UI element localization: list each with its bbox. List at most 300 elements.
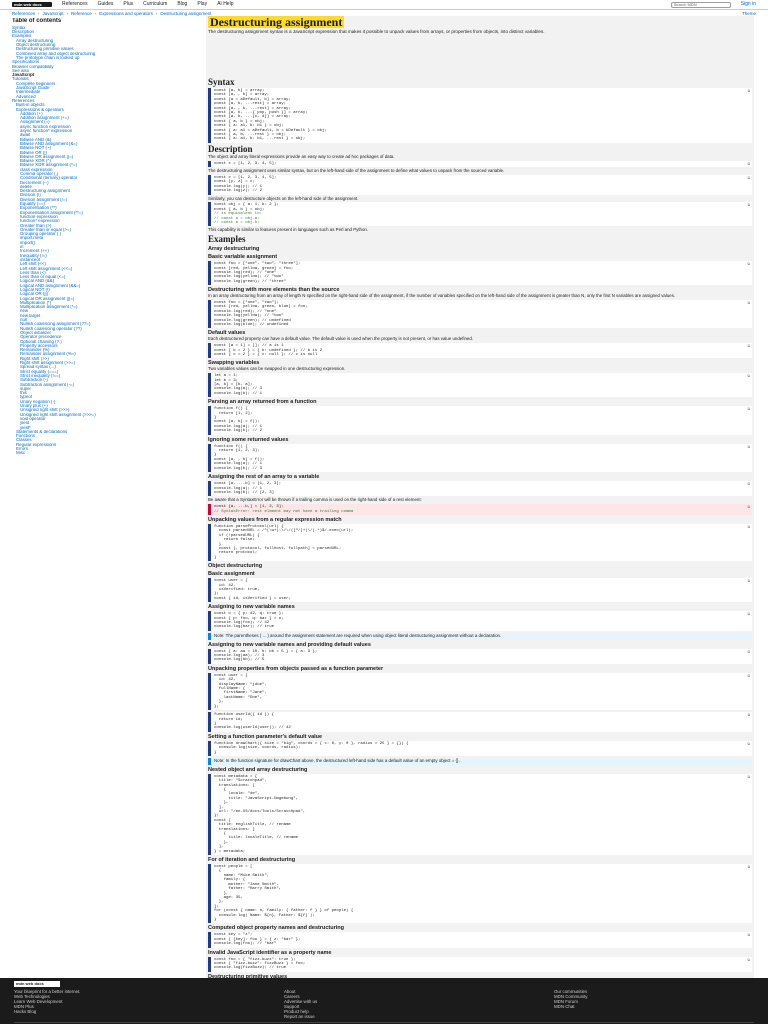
code-line: ]; [214,904,219,909]
toc-item[interactable]: Greater than or equal (>=) [20,227,72,232]
code-line: { [214,869,222,874]
toc-item[interactable]: in [20,245,24,250]
code-line: translations: [ [214,783,255,788]
toc-item[interactable]: Object initializer [20,330,51,335]
toc-item[interactable]: Examples [12,34,32,39]
footer-link[interactable]: Advertise with us [284,999,318,1004]
toc-item[interactable]: Errors [16,446,28,451]
nav-play[interactable]: Play [197,0,208,7]
code-line: const obj = { a: 1, b: 2 }; [214,203,279,208]
code-line: const user = { [214,579,248,584]
code-line: return id; [214,717,243,722]
code-block[interactable] [208,300,752,328]
toc-item[interactable]: instanceof [20,257,41,262]
code-line: locale: "de", [214,792,260,797]
toc-item[interactable]: Misc [16,451,26,456]
code-line: const [red, yellow, green] = foo; [214,266,294,271]
code-block[interactable] [208,481,752,496]
toc-item[interactable]: function* expression [20,219,60,224]
toc-item[interactable]: Inequality (!=) [20,253,47,258]
code-line: console.log(green); // "three" [214,279,287,284]
toc-item[interactable]: Bitwise XOR (^) [20,159,51,164]
copy-icon[interactable]: ⧉ [747,524,750,529]
toc-item[interactable]: Nullish coalescing operator (??) [20,326,82,331]
copy-icon[interactable]: ⧉ [747,673,750,678]
code-line: let b = 3; [214,378,239,383]
toc-item[interactable]: JavaScript Guide [16,86,50,91]
note-callout: Note: In the function signature for drawChart above, the destructured left-hand side has a default value of an empty object = {}. [208,758,752,765]
code-line: displayName: "jdoe", [214,682,267,687]
footer-link[interactable]: MDN Plus [14,1004,34,1009]
toc-item[interactable]: Less than (<) [20,270,46,275]
code-line: const o = { p: 42, q: true }; [214,612,284,617]
toc-item[interactable]: Comma operator (,) [20,171,59,176]
footer-link[interactable]: Hacks Blog [14,1009,37,1014]
code-line: console.log(yellow); // "two" [214,275,284,280]
code-line: const { b = 2 } = { b: undefined }; // b is 2 [214,348,323,353]
toc-item[interactable]: Subtraction assignment (-=) [20,382,75,387]
footer-column [284,989,484,1019]
copy-icon[interactable]: ⧉ [747,505,750,510]
breadcrumb-item[interactable]: Destructuring assignment [160,10,212,16]
heading-array-destructuring: Array destructuring [208,246,260,253]
toc-item[interactable]: Property accessors [20,343,58,348]
toc-item[interactable]: Destructuring assignment [20,189,70,194]
copy-icon[interactable]: ⧉ [747,407,750,412]
copy-icon[interactable]: ⧉ [747,262,750,267]
code-line: console.log(red); // "one" [214,270,277,275]
toc-item[interactable]: Functions [16,434,36,439]
code-block[interactable] [208,202,752,226]
code-block[interactable] [208,578,752,602]
copy-icon[interactable]: ⧉ [747,300,750,305]
error-code-block[interactable] [208,504,752,515]
toc-item[interactable]: Bitwise OR assignment (|=) [20,154,74,159]
sign-in-link[interactable]: Sign in [740,0,756,7]
toc-item[interactable]: Multiplication (*) [20,300,52,305]
copy-icon[interactable]: ⧉ [747,865,750,870]
code-line: }; [214,814,219,819]
code-line: const { a: aa = 10, b: bb = 5 } = { a: 3 }; [214,649,318,654]
code-line: [a, b] = [b, a]; [214,383,253,388]
toc-item[interactable]: Array destructuring [16,38,54,43]
sidebar [12,18,192,978]
toc-item[interactable]: Unary negation (-) [20,399,56,404]
copy-icon[interactable]: ⧉ [747,957,750,962]
copy-icon[interactable]: ⧉ [747,741,750,746]
toc-item[interactable]: References [12,98,35,103]
code-line: const x = [1, 2, 3, 4, 5]; [214,161,277,166]
code-line: console.log(foo); // 42 [214,621,270,626]
toc-item[interactable]: Tutorials [12,77,29,82]
code-line: const parsedURL = /^(\w+):\/\/([^/]+)\/(.*)$/.exec(url); [214,529,354,534]
nav-blog[interactable]: Blog [177,0,188,7]
mdn-logo[interactable]: mdn web docs [12,2,52,7]
toc-item[interactable]: Bitwise NOT (~) [20,146,52,151]
toc-list [12,26,192,456]
toc-item[interactable]: Built-in objects [16,103,45,108]
copy-icon[interactable]: ⧉ [747,612,750,617]
toc-item[interactable]: Logical OR assignment (||=) [20,296,75,301]
breadcrumb-item[interactable]: References [12,10,36,16]
code-line: ], [214,845,224,850]
code-block[interactable] [208,957,752,972]
code-block[interactable] [208,611,752,631]
toc-item[interactable]: Greater than (>) [20,223,52,228]
code-line: const [a = aDefault, b] = array; [214,97,291,102]
copy-icon[interactable]: ⧉ [747,374,750,379]
toc-item[interactable]: super [20,386,31,391]
code-line: name: "Mike Smith", [214,873,270,878]
toc-item[interactable]: Addition assignment (+=) [20,116,69,121]
code-line: const [a, ...b] = [1, 2, 3]; [214,482,282,487]
toc-item[interactable]: Operator precedence [20,335,62,340]
toc-item[interactable]: Right shift assignment (>>=) [20,361,76,366]
code-line: }, [214,900,224,905]
toc-item[interactable]: Unary plus (+) [20,404,48,409]
toc-item[interactable]: Logical AND (&&) [20,279,55,284]
copy-icon[interactable]: ⧉ [747,482,750,487]
footer-logo[interactable]: mdn web docs [14,981,60,987]
nav-guides[interactable]: Guides [97,0,114,7]
toc-item[interactable]: Expressions & operators [16,107,64,112]
copy-icon[interactable]: ⧉ [747,203,750,208]
toc-item[interactable]: yield [20,421,30,426]
code-block[interactable] [208,673,752,710]
code-block[interactable] [208,406,752,434]
toc-item[interactable]: Bitwise AND (&) [20,137,52,142]
note-callout: Note: The parentheses ( ... ) around the assignment statement are required when using object literal destructuring assignment without a declaration. [208,633,752,640]
code-line: father: "Harry Smith", [214,887,282,892]
code-block[interactable] [208,88,752,143]
code-line: console.log(z); // 2 [214,189,263,194]
heading-for-of: For of iteration and destructuring [208,857,296,864]
code-line: const { a, b } = obj; [214,119,265,124]
code-line: isVerified: true, [214,588,260,592]
code-line: } [214,453,217,458]
copy-icon[interactable]: ⧉ [747,444,750,449]
toc-item[interactable]: Object destructuring [16,43,56,48]
toc-item[interactable]: new [20,309,29,314]
code-line: } [214,750,217,755]
toc-item[interactable]: typeof [20,395,32,400]
toc-item[interactable]: Logical AND assignment (&&=) [20,283,81,288]
nav-curriculum[interactable]: Curriculum [143,0,168,7]
toc-item[interactable]: delete [20,184,32,189]
code-line: const foo = ["one", "two", "three"]; [214,262,301,267]
toc-item[interactable]: Destructuring primitive values [16,47,74,52]
heading-obj-basic: Basic assignment [208,571,255,578]
toc-item[interactable]: Division (/) [20,193,41,198]
toc-item[interactable]: Unsigned right shift (>>>) [20,408,70,413]
toc-item[interactable]: Less than or equal (<=) [20,275,66,280]
footer-link[interactable]: MDN Community [554,994,588,999]
code-line: console.log(userId(user)); // 42 [214,726,291,731]
breadcrumb-item[interactable]: Expressions and operators [99,10,153,16]
footer-link[interactable]: Product help [284,1009,309,1014]
heading-fn-param: Unpacking properties from objects passed as a function parameter [208,665,384,672]
toc-item[interactable]: void operator [20,416,46,421]
code-line: { [214,787,227,792]
toc-item[interactable]: Division assignment (/=) [20,197,67,202]
toc-item[interactable]: Strict equality (===) [20,369,59,374]
toc-item[interactable]: Advanced [16,94,36,99]
code-line: const people = [ [214,865,253,870]
toc-item[interactable]: import.meta [20,236,44,241]
code-line: const [a, b, ...rest] = array; [214,102,287,107]
code-block[interactable] [208,649,752,664]
footer-link[interactable]: Web Technologies [14,994,50,999]
code-line: console.log(a); // 1 [214,486,263,491]
code-line: const { a, b, ...rest } = obj; [214,133,287,138]
toc-item[interactable]: Bitwise AND assignment (&=) [20,141,78,146]
toc-item[interactable]: async function* expression [20,129,73,134]
code-line: let a = 1; [214,374,239,379]
toc-item[interactable]: Remainder (%) [20,348,50,353]
heading-parsing: Parsing an array returned from a function [208,399,317,406]
heading-swapping: Swapping variables [208,360,260,367]
toc-item[interactable]: The prototype chain is looked up [16,55,80,60]
toc-item[interactable]: Syntax [12,25,26,30]
footer-link[interactable]: Support [284,1004,300,1009]
chevron-right-icon: › [38,10,40,16]
code-block[interactable] [208,175,752,195]
code-line: return protocol; [214,551,258,556]
toc-item[interactable]: Nullish coalescing assignment (??=) [20,322,91,327]
code-line: const { id, isVerified } = user; [214,596,291,601]
toc-item[interactable]: class expression [20,167,53,172]
code-line: const foo = ["one", "two"]; [214,300,279,305]
toc-item[interactable]: Right shift (>>) [20,356,49,361]
heading-basic-assignment: Basic variable assignment [208,254,278,261]
toc-item[interactable]: async function expression [20,124,71,129]
code-line: const [a = 1] = []; // a is 1 [214,344,284,349]
code-line: console.log(bar); // true [214,625,275,630]
code-line: id: 42, [214,678,236,683]
code-line: id: 42, [214,583,236,588]
copy-icon[interactable]: ⧉ [747,89,750,93]
toc-item[interactable]: Spread syntax (...) [20,365,56,370]
code-line: age: 35, [214,895,243,900]
code-line: firstName: "Jane", [214,691,267,696]
paragraph: The destructuring assignment uses similar syntax, but on the left-hand side of the assignment to define what values to unpack from the sourced variable. [208,168,505,174]
code-line: const [a, , b] = f(); [214,457,265,462]
toc-item[interactable]: Description [12,30,34,35]
code-block[interactable] [208,373,752,397]
toc-item[interactable]: Unsigned right shift assignment (>>>=) [20,412,96,417]
toc-item[interactable]: Statements & declarations [16,429,68,434]
code-line: const { [key]: foo } = { z: "bar" }; [214,937,301,942]
toc-item[interactable]: await [20,133,31,138]
toc-item[interactable]: Subtraction (-) [20,378,48,383]
toc-item[interactable]: Intermediate [16,90,41,95]
article [206,16,754,978]
code-block[interactable] [208,161,752,167]
code-line: const { a: a1, b: b1, ...rest } = obj; [214,137,306,142]
toc-item[interactable]: Regular expressions [16,442,57,447]
toc-item[interactable]: Browser compatibility [12,64,54,69]
code-line: // is equivalent to: [214,212,263,217]
toc-item[interactable]: Conditional (ternary) operator [20,176,78,181]
code-line: console.log(fizzBuzz); // true [214,966,287,971]
toc-item[interactable]: Combined array and object destructuring [16,51,96,56]
footer-link[interactable]: MDN Forum [554,999,578,1004]
toc-item[interactable]: JavaScript [12,73,35,78]
code-line: const [a, b] = f(); [214,420,260,425]
toc-item[interactable]: Classes [16,438,32,443]
toc-item[interactable]: Decrement (--) [20,180,49,185]
heading-regex: Unpacking values from a regular expression match [208,516,342,523]
code-block[interactable] [208,444,752,472]
paragraph: The object and array literal expressions provide an easy way to create ad hoc packages of data. [208,153,395,159]
toc-item[interactable]: Left shift assignment (<<=) [20,266,73,271]
search-input[interactable]: Search MDN [671,2,731,8]
chevron-right-icon: › [155,10,158,16]
code-line: fullName: { [214,687,246,692]
code-line: const user = { [214,673,248,678]
code-line: console.log(a); // 1 [214,462,263,467]
code-line: function f() { [214,444,248,449]
heading-obj-defaults: Assigning to new variable names and providing default values [208,641,371,648]
copy-icon[interactable]: ⧉ [747,933,750,938]
code-line: title: localeTitle, // rename [214,836,299,841]
code-block[interactable] [208,261,752,285]
nav-plus[interactable]: Plus [123,0,134,7]
toc-item[interactable]: this [20,391,27,396]
copy-icon[interactable]: ⧉ [747,774,750,779]
code-line: } [214,542,222,547]
toc-item[interactable]: Exponentiation (**) [20,206,57,211]
paragraph: Be aware that a SyntaxError will be thrown if a trailing comma is used on the right-hand side of a rest element: [208,497,422,503]
toc-item[interactable]: null [20,318,27,323]
heading-more-elements: Destructuring with more elements than the source [208,287,340,294]
toc-item[interactable]: Logical OR (||) [20,292,49,297]
code-line: const { c = 2 } = { c: null }; // c is null [214,353,318,357]
code-block[interactable] [208,864,752,923]
theme-toggle-button[interactable]: Theme [741,10,756,16]
heading-description: Description [208,143,253,154]
footer-link[interactable]: Our communities [554,989,588,994]
heading-ignoring: Ignoring some returned values [208,436,289,443]
toc-item[interactable]: Bitwise OR (|) [20,150,47,155]
code-line: } [214,917,217,922]
paragraph: This capability is similar to features present in languages such as Perl and Python. [208,227,369,233]
toc-item[interactable]: function expression [20,214,58,219]
code-line: const { [214,818,231,823]
heading-object-destructuring: Object destructuring [208,563,263,570]
toc-item[interactable]: Left shift (<<) [20,262,46,267]
toc-item[interactable]: Bitwise XOR assignment (^=) [20,163,78,168]
toc-item[interactable]: Specifications [12,60,40,65]
footer-link[interactable]: Report an issue [284,1014,315,1019]
paragraph: In an array destructuring from an array of length N specified on the right-hand side of the assignment, if the number of variables specified on the left-hand side of the assignment is greater than N, only the first N variables are assigned values. [208,293,676,299]
code-line: // SyntaxError: rest element may not have a trailing comma [214,509,354,514]
code-line: const [a, b] = array; [214,89,265,93]
toc-item[interactable]: Remainder assignment (%=) [20,352,76,357]
code-block[interactable] [208,774,752,855]
toc-item[interactable]: Grouping operator ( ) [20,232,61,237]
breadcrumb-item[interactable]: Reference [71,10,92,16]
footer-link[interactable]: Careers [284,994,300,999]
paragraph: Two variables values can be swapped in one destructuring expression. [208,366,346,372]
code-line: const { p: foo, q: bar } = o; [214,616,284,621]
code-line: console.log(aa); // 3 [214,654,265,659]
code-line: if (!parsedURL) { [214,533,260,538]
copy-icon[interactable]: ⧉ [747,579,750,584]
toc-item[interactable]: Exponentiation assignment (**=) [20,210,83,215]
toc-item[interactable]: Assignment (=) [20,120,50,125]
code-line: const [a, , b, ...rest] = array; [214,106,291,111]
toc-item[interactable]: import() [20,240,36,245]
toc-item[interactable]: Equality (==) [20,202,45,207]
code-block[interactable] [208,932,752,947]
code-line: console.log(b); // [2, 3] [214,490,275,495]
code-line: title: "JavaScript-Umgebung", [214,796,299,801]
code-line: family: { [214,878,246,883]
copy-icon[interactable]: ⧉ [747,649,750,654]
heading-invalid-identifier: Invalid JavaScript identifier as a property name [208,949,332,956]
footer-link[interactable]: Learn Web Development [14,999,63,1004]
toc-item[interactable]: Optional chaining (?.) [20,339,62,344]
code-block[interactable] [208,741,752,756]
code-line: return [1, 2]; [214,411,253,416]
footer-link[interactable]: MDN Chat [554,1004,575,1009]
toc-item[interactable]: new.target [20,313,41,318]
nav-ai-help[interactable]: AI Help [217,0,234,7]
code-line: }, [214,840,229,845]
code-block[interactable] [208,712,752,732]
copy-icon[interactable]: ⧉ [747,344,750,349]
toc-item[interactable]: Multiplication assignment (*=) [20,305,78,310]
footer-link[interactable]: About [284,989,296,994]
toc-item[interactable]: Logical NOT (!) [20,288,50,292]
code-line: const [a, b, ...[c, d]] = array; [214,115,291,120]
code-line: }, [214,700,224,705]
interactive-example[interactable] [208,36,752,76]
toc-item[interactable]: Increment (++) [20,249,49,254]
toc-item[interactable]: Strict inequality (!==) [20,373,61,378]
code-line: lastName: "Doe", [214,695,263,700]
code-block[interactable] [208,524,752,561]
code-line: }; [214,592,219,597]
toc-item[interactable]: Complete beginners [16,81,56,86]
code-line: console.log(b); // 2 [214,429,263,434]
code-block[interactable] [208,343,752,358]
code-line: const { a: a1 = aDefault, b = bDefault } = obj; [214,128,327,133]
code-line: url: "/en-US/docs/Tools/Scratchpad", [214,810,306,814]
toc-item[interactable]: yield* [20,425,31,430]
toc-item[interactable]: See also [12,68,30,73]
code-line: console.log(y); // 1 [214,184,263,189]
code-line: return false; [214,538,255,543]
footer-tagline: Your blueprint for a better internet. [14,989,81,994]
copy-icon[interactable]: ⧉ [747,161,750,166]
toc-item[interactable]: Addition (+) [20,111,43,116]
heading-examples: Examples [208,234,246,245]
code-line: translations: [ [214,827,255,832]
code-line: const foo = { "fizz-buzz": true }; [214,957,296,962]
code-line: mother: "Jane Smith", [214,882,279,887]
chevron-right-icon: › [94,10,97,16]
code-line: return [1, 2, 3]; [214,449,260,454]
copy-icon[interactable]: ⧉ [747,175,750,180]
breadcrumb-item[interactable]: JavaScript [42,10,64,16]
paragraph: Similarly, you can destructure objects on the left-hand side of the assignment. [208,195,359,201]
footer-column [14,989,214,1019]
code-line: function userId({ id }) { [214,713,275,718]
copy-icon[interactable]: ⧉ [747,713,750,718]
nav-references[interactable]: References [62,0,88,7]
